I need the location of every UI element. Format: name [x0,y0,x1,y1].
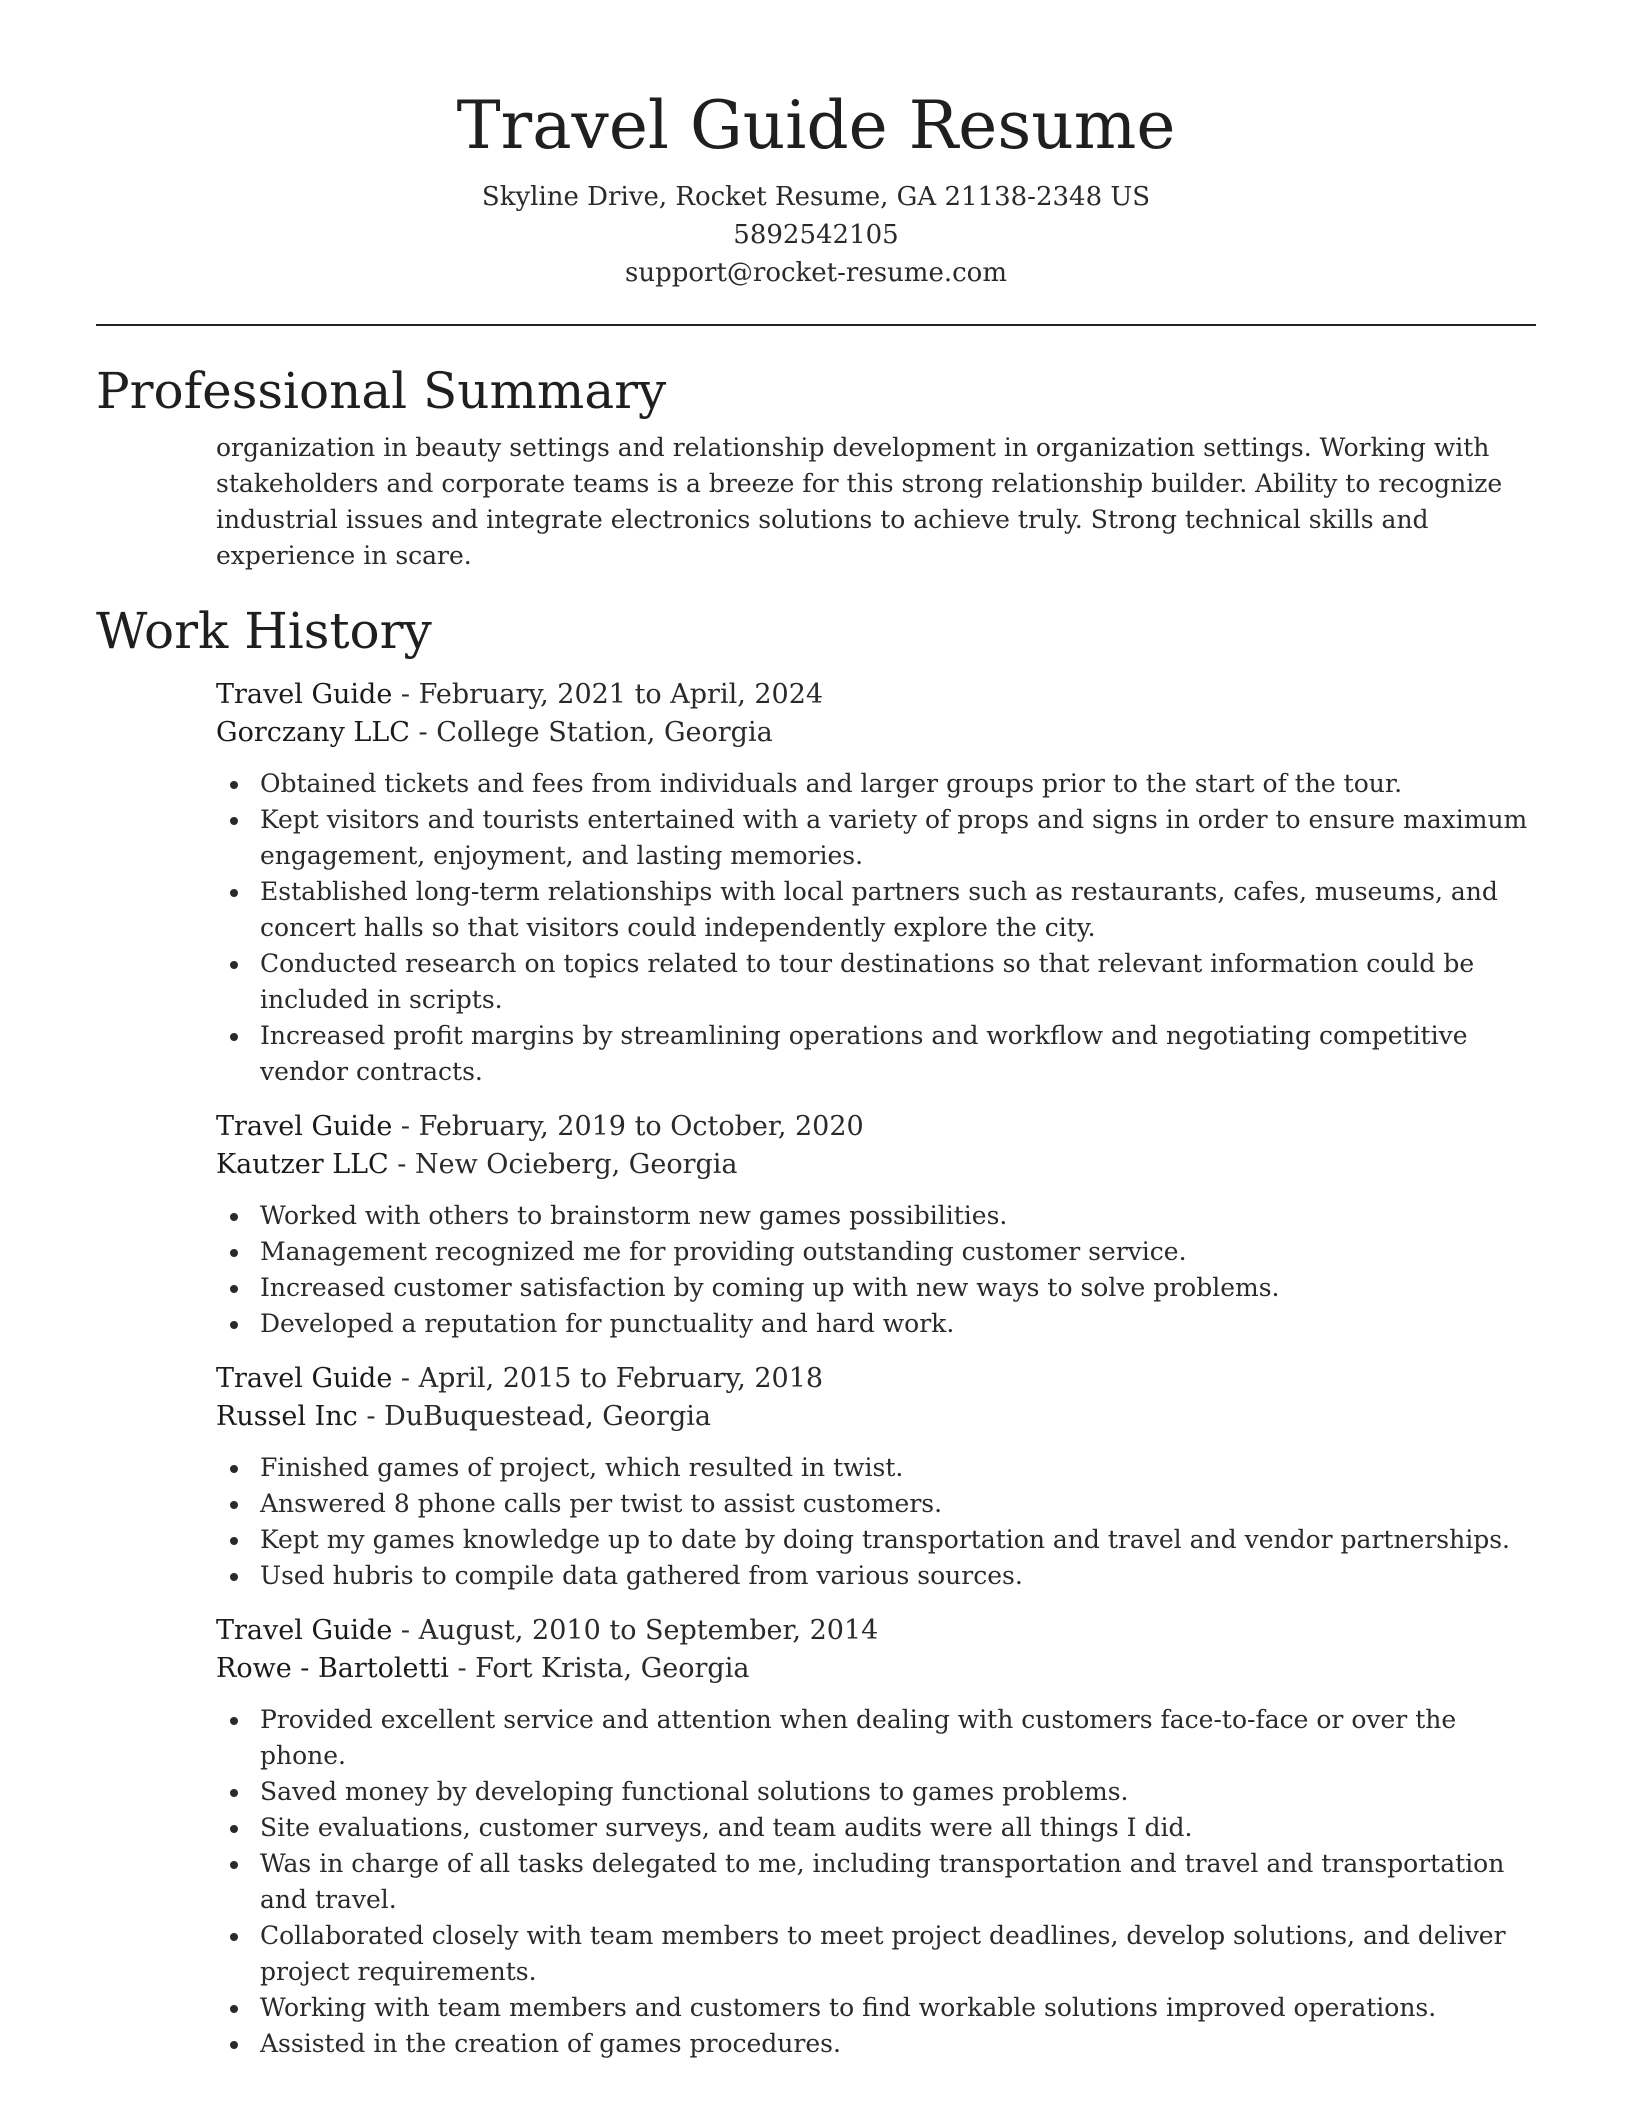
job-bullet: Saved money by developing functional solutions to games problems. [260,1774,1536,1810]
job-company-line [216,1650,1536,1688]
job-bullets [216,1198,1536,1342]
work-history-heading: Work History [96,602,432,660]
job-company-line [216,1146,1536,1184]
email-line: support@rocket-resume.com [624,258,1007,288]
resume-title: Travel Guide Resume [456,87,1176,164]
job-bullet: Increased profit margins by streamlining operations and workflow and negotiating competitive vendor contracts. [260,1018,1536,1090]
header-divider [96,324,1536,326]
job-dates: - February, 2019 to October, 2020 [392,1111,864,1142]
job-bullets [216,1702,1536,2062]
job-bullet: Working with team members and customers to find workable solutions improved operations. [260,1990,1536,2026]
job-bullet: Was in charge of all tasks delegated to me, including transportation and travel and transportation and travel. [260,1846,1536,1918]
job-bullet: Collaborated closely with team members to meet project deadlines, develop solutions, and deliver project requirements. [260,1918,1536,1990]
job-role-line [216,1612,1536,1650]
job-bullet: Kept visitors and tourists entertained with a variety of props and signs in order to ensure maximum engagement, enjoyment, and lasting memories. [260,802,1536,874]
job-bullets [216,766,1536,1090]
job-bullet: Obtained tickets and fees from individuals and larger groups prior to the start of the tour. [260,766,1536,802]
job-entry [216,1612,1536,2062]
job-role-line [216,676,1536,714]
job-bullet: Used hubris to compile data gathered from various sources. [260,1558,1536,1594]
job-company: Kautzer LLC [216,1149,389,1180]
job-company: Gorczany LLC [216,717,410,748]
job-location: - Fort Krista, Georgia [448,1653,750,1684]
summary-text: organization in beauty settings and relationship development in organization settings. Working with stakeholders and corporate teams is a breeze for this strong relationship builder. Ability to recognize industrial issues and integrate electronics solutions to achieve truly. Strong technical skills and experience in scare. [216,433,1503,570]
job-bullet: Established long-term relationships with local partners such as restaurants, cafes, museums, and concert halls so that visitors could independently explore the city. [260,874,1536,946]
job-bullet: Assisted in the creation of games procedures. [260,2026,1536,2062]
job-bullet: Kept my games knowledge up to date by doing transportation and travel and vendor partnerships. [260,1522,1536,1558]
job-role-line [216,1108,1536,1146]
job-location: - New Ocieberg, Georgia [388,1149,738,1180]
job-role: Travel Guide [216,1363,393,1394]
job-location: - DuBuquestead, Georgia [357,1401,711,1432]
job-entry [216,1108,1536,1342]
job-company-line [216,714,1536,752]
job-role: Travel Guide [216,679,393,710]
job-bullet: Increased customer satisfaction by coming up with new ways to solve problems. [260,1270,1536,1306]
job-dates: - April, 2015 to February, 2018 [392,1363,824,1394]
summary-heading: Professional Summary [96,362,667,420]
phone-line: 5892542105 [733,220,899,250]
job-bullet: Provided excellent service and attention when dealing with customers face-to-face or over the phone. [260,1702,1536,1774]
job-bullet: Finished games of project, which resulted in twist. [260,1450,1536,1486]
job-location: - College Station, Georgia [409,717,773,748]
job-bullets [216,1450,1536,1594]
job-role: Travel Guide [216,1111,393,1142]
job-entry [216,1360,1536,1594]
job-bullet: Developed a reputation for punctuality and hard work. [260,1306,1536,1342]
job-role-line [216,1360,1536,1398]
job-dates: - August, 2010 to September, 2014 [392,1615,879,1646]
job-company: Russel Inc [216,1401,358,1432]
resume-header [96,0,1536,292]
job-entry [216,676,1536,1090]
job-company-line [216,1398,1536,1436]
job-bullet: Worked with others to brainstorm new games possibilities. [260,1198,1536,1234]
job-dates: - February, 2021 to April, 2024 [392,679,824,710]
job-list [216,676,1536,2062]
job-bullet: Management recognized me for providing outstanding customer service. [260,1234,1536,1270]
address-line: Skyline Drive, Rocket Resume, GA 21138-2348 US [481,182,1151,212]
job-bullet: Answered 8 phone calls per twist to assist customers. [260,1486,1536,1522]
job-bullet: Conducted research on topics related to tour destinations so that relevant information could be included in scripts. [260,946,1536,1018]
job-role: Travel Guide [216,1615,393,1646]
job-bullet: Site evaluations, customer surveys, and team audits were all things I did. [260,1810,1536,1846]
contact-info [96,178,1536,292]
job-company: Rowe - Bartoletti [216,1653,449,1684]
